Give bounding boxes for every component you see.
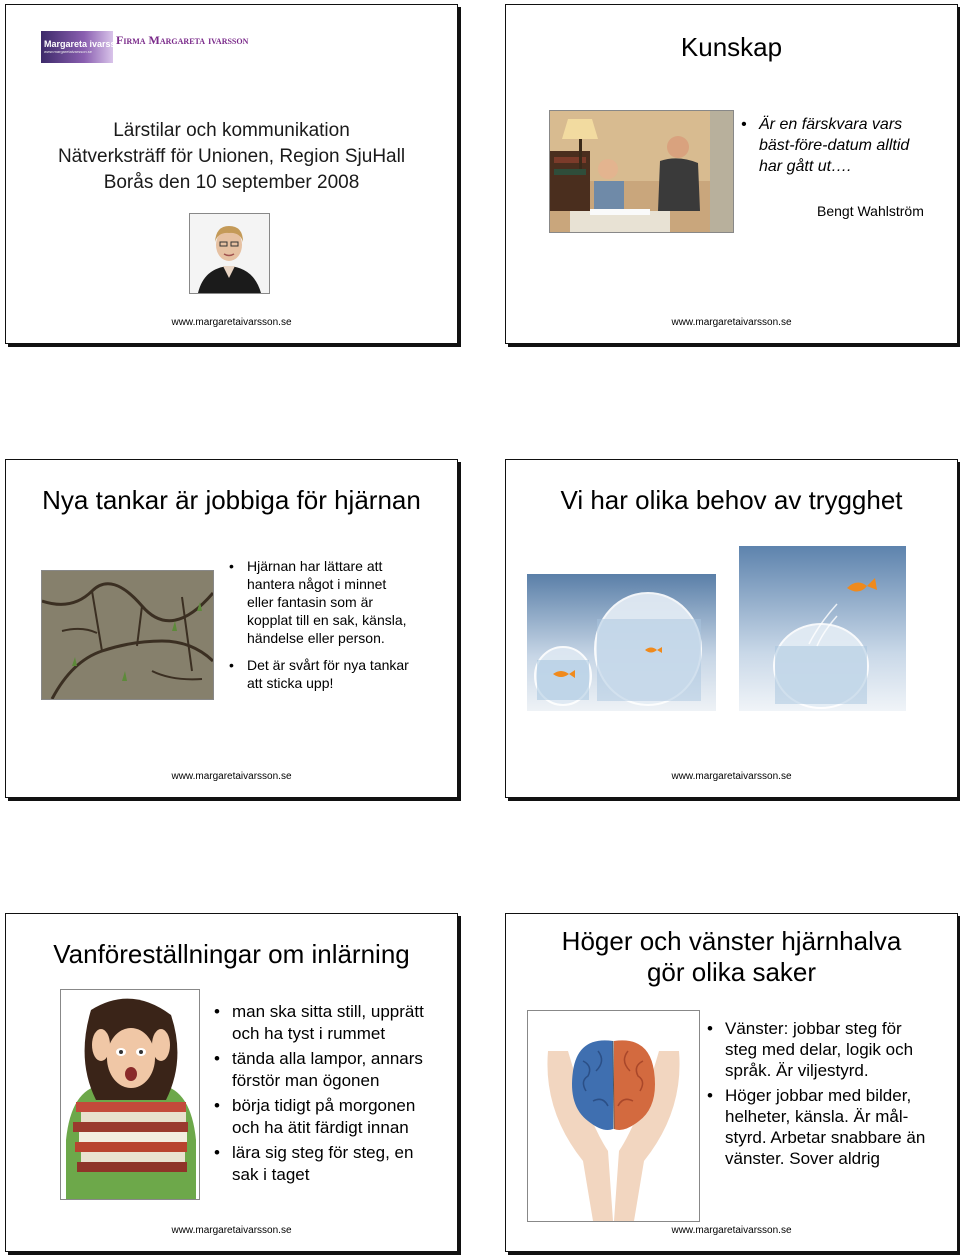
- bullet-item: [707, 1018, 925, 1081]
- course-title: Lärstilar och kommunikation: [113, 120, 350, 141]
- logo-subtext: www.margaretaivarsson.se: [44, 49, 93, 54]
- bullet-item: [214, 1095, 424, 1138]
- quote-author: Bengt Wahlström: [817, 203, 924, 219]
- brain-hands-image: [528, 1011, 699, 1221]
- footer-url: www.margaretaivarsson.se: [671, 1225, 792, 1236]
- bullet-line: • Det är svårt för nya tankar: [247, 657, 409, 673]
- bullet-line: händelse eller person.: [247, 630, 385, 646]
- portrait-photo: [189, 213, 270, 294]
- bullet-line: steg med delar, logik och: [725, 1040, 914, 1059]
- bullet-line: helheter, känsla. Är mål-: [725, 1107, 909, 1126]
- quote-item: [741, 114, 909, 177]
- bullet-line: hantera något i minnet: [247, 576, 387, 592]
- bullet-item: [214, 1048, 424, 1091]
- quote-line: bäst-före-datum alltid: [759, 137, 910, 154]
- brain-hands-photo: [527, 1010, 700, 1222]
- event-date: Borås den 10 september 2008: [103, 172, 360, 193]
- bullet-line: kopplat till en sak, känsla,: [247, 612, 407, 628]
- bullet-line: eller fantasin som är: [247, 594, 374, 610]
- stressed-student-image: [61, 990, 199, 1199]
- bullet-list: [214, 1001, 424, 1185]
- bullet-list: [707, 1018, 925, 1169]
- footer-url: www.margaretaivarsson.se: [171, 771, 292, 782]
- slide-nya-tankar: [5, 459, 458, 798]
- slide-title: Nya tankar är jobbiga för hjärnan: [42, 485, 421, 515]
- bullet-line: • Höger jobbar med bilder,: [725, 1086, 912, 1105]
- fishbowls-image: [527, 574, 716, 711]
- slide-title: [5, 4, 458, 344]
- bullet-item: [214, 1142, 424, 1185]
- bullet-item: [229, 656, 409, 692]
- footer-url: www.margaretaivarsson.se: [171, 317, 292, 328]
- bullet-line: • Hjärnan har lättare att: [247, 558, 383, 574]
- title-line: Höger och vänster hjärnhalva: [561, 926, 902, 956]
- bullet-list: [229, 557, 409, 692]
- bullet-line: • börja tidigt på morgonen: [232, 1096, 416, 1115]
- bullet-line: förstör man ögonen: [232, 1070, 380, 1090]
- slide-hjarnhalvor: [505, 913, 958, 1252]
- jumping-fish-photo: [739, 546, 906, 711]
- quote-line: • Är en färskvara vars: [759, 116, 903, 133]
- quote-list: [741, 114, 909, 177]
- logo-text: Margareta ivarsson: [44, 39, 127, 49]
- slide-title: Vi har olika behov av trygghet: [560, 485, 903, 515]
- quote-line: har gått ut….: [759, 158, 852, 175]
- bullet-line: styrd. Arbetar snabbare än: [725, 1128, 926, 1147]
- cracked-soil-image: [42, 571, 213, 699]
- bullet-line: och ha ätit färdigt innan: [232, 1117, 409, 1137]
- bullet-line: • man ska sitta still, upprätt: [232, 1002, 424, 1021]
- bullet-line: språk. Är viljestyrd.: [725, 1061, 869, 1080]
- slide-title: [506, 926, 957, 988]
- tutoring-photo: [549, 110, 734, 233]
- footer-url: www.margaretaivarsson.se: [671, 771, 792, 782]
- bullet-line: och ha tyst i rummet: [232, 1023, 386, 1043]
- bullet-item: [214, 1001, 424, 1044]
- bullet-line: • lära sig steg för steg, en: [232, 1143, 414, 1162]
- bullet-item: [707, 1085, 925, 1169]
- bullet-line: sak i taget: [232, 1164, 310, 1184]
- slide-trygghet: [505, 459, 958, 798]
- slide-vanforestallningar: [5, 913, 458, 1252]
- logo: [41, 31, 127, 63]
- bullet-line: att sticka upp!: [247, 675, 334, 691]
- title-line: gör olika saker: [646, 957, 817, 987]
- stressed-student-photo: [60, 989, 200, 1200]
- bullet-item: [229, 557, 409, 647]
- slide-title: Vanföreställningar om inlärning: [53, 939, 410, 969]
- title-lines: [6, 118, 457, 196]
- tutoring-image: [550, 111, 733, 232]
- fishbowls-photo: [527, 574, 716, 711]
- slide-kunskap: [505, 4, 958, 344]
- jumping-fish-image: [739, 546, 906, 711]
- bullet-line: • tända alla lampor, annars: [232, 1049, 423, 1068]
- event-title: Nätverksträff för Unionen, Region SjuHall: [57, 146, 406, 167]
- footer-url: www.margaretaivarsson.se: [171, 1225, 292, 1236]
- footer-url: www.margaretaivarsson.se: [671, 317, 792, 328]
- portrait-image: [190, 214, 269, 293]
- bullet-line: vänster. Sover aldrig: [725, 1149, 880, 1168]
- cracked-soil-photo: [41, 570, 214, 700]
- bullet-line: • Vänster: jobbar steg för: [725, 1019, 902, 1038]
- firm-name: Firma Margareta ivarsson: [116, 33, 249, 47]
- slide-title: Kunskap: [680, 32, 783, 62]
